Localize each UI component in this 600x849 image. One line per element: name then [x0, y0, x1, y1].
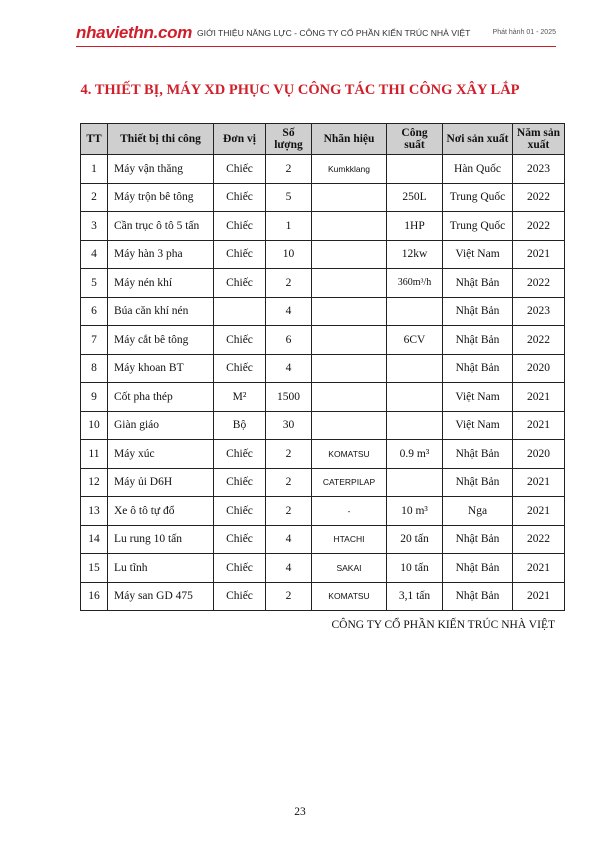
cell-quantity: 2 — [266, 440, 312, 469]
cell-year: 2022 — [513, 183, 565, 212]
cell-brand: SAKAI — [312, 554, 387, 583]
cell-power — [387, 383, 443, 412]
cell-tt: 13 — [81, 497, 108, 526]
header-year: Năm sản xuất — [513, 124, 565, 155]
cell-power — [387, 155, 443, 184]
cell-equipment: Búa căn khí nén — [108, 297, 214, 326]
table-row — [81, 468, 565, 497]
cell-power: 3,1 tấn — [387, 582, 443, 611]
table-row — [81, 183, 565, 212]
cell-quantity: 2 — [266, 497, 312, 526]
cell-origin: Nhật Bản — [443, 440, 513, 469]
cell-equipment: Giàn giáo — [108, 411, 214, 440]
cell-tt: 8 — [81, 354, 108, 383]
cell-equipment: Máy khoan BT — [108, 354, 214, 383]
cell-equipment: Máy xúc — [108, 440, 214, 469]
cell-origin: Nhật Bản — [443, 326, 513, 355]
cell-origin: Nhật Bản — [443, 582, 513, 611]
cell-year: 2020 — [513, 440, 565, 469]
cell-brand — [312, 240, 387, 269]
cell-tt: 3 — [81, 212, 108, 241]
cell-year: 2021 — [513, 240, 565, 269]
cell-brand — [312, 354, 387, 383]
cell-quantity: 10 — [266, 240, 312, 269]
cell-equipment: Lu rung 10 tấn — [108, 525, 214, 554]
cell-origin: Nhật Bản — [443, 525, 513, 554]
table-row — [81, 212, 565, 241]
cell-unit: Chiếc — [214, 155, 266, 184]
cell-origin: Hàn Quốc — [443, 155, 513, 184]
table-header — [81, 124, 565, 155]
cell-unit: Chiếc — [214, 183, 266, 212]
page-header — [76, 22, 556, 47]
cell-equipment: Máy hàn 3 pha — [108, 240, 214, 269]
cell-unit: Chiếc — [214, 497, 266, 526]
cell-origin: Việt Nam — [443, 240, 513, 269]
cell-quantity: 4 — [266, 525, 312, 554]
cell-equipment: Máy vận thăng — [108, 155, 214, 184]
cell-brand: Kumkklang — [312, 155, 387, 184]
cell-year: 2021 — [513, 497, 565, 526]
cell-year: 2023 — [513, 155, 565, 184]
cell-power: 250L — [387, 183, 443, 212]
table-row — [81, 297, 565, 326]
table-row — [81, 440, 565, 469]
cell-quantity: 2 — [266, 468, 312, 497]
cell-brand: - — [312, 497, 387, 526]
cell-brand: KOMATSU — [312, 440, 387, 469]
cell-power: 6CV — [387, 326, 443, 355]
cell-quantity: 6 — [266, 326, 312, 355]
cell-year: 2020 — [513, 354, 565, 383]
header-equipment: Thiết bị thi công — [108, 124, 214, 155]
cell-origin: Trung Quốc — [443, 212, 513, 241]
cell-equipment: Cần trục ô tô 5 tấn — [108, 212, 214, 241]
cell-brand — [312, 183, 387, 212]
section-title: 4. THIẾT BỊ, MÁY XD PHỤC VỤ CÔNG TÁC THI CÔNG XÂY LẮP — [80, 82, 520, 98]
cell-tt: 1 — [81, 155, 108, 184]
cell-quantity: 4 — [266, 354, 312, 383]
cell-unit: Chiếc — [214, 269, 266, 298]
cell-tt: 6 — [81, 297, 108, 326]
header-quantity: Số lượng — [266, 124, 312, 155]
cell-power: 10 tấn — [387, 554, 443, 583]
cell-unit: Chiếc — [214, 354, 266, 383]
cell-unit: Chiếc — [214, 582, 266, 611]
table-row — [81, 554, 565, 583]
cell-equipment: Máy trộn bê tông — [108, 183, 214, 212]
cell-equipment: Máy san GD 475 — [108, 582, 214, 611]
cell-unit: Chiếc — [214, 440, 266, 469]
cell-year: 2021 — [513, 554, 565, 583]
cell-equipment: Máy cắt bê tông — [108, 326, 214, 355]
page-number: 23 — [294, 806, 306, 818]
table-row — [81, 326, 565, 355]
cell-quantity: 30 — [266, 411, 312, 440]
cell-tt: 5 — [81, 269, 108, 298]
cell-year: 2022 — [513, 326, 565, 355]
cell-unit: Chiếc — [214, 240, 266, 269]
cell-tt: 16 — [81, 582, 108, 611]
table-row — [81, 582, 565, 611]
cell-year: 2021 — [513, 383, 565, 412]
table-row — [81, 383, 565, 412]
cell-unit: Chiếc — [214, 212, 266, 241]
cell-power — [387, 297, 443, 326]
cell-equipment: Lu tĩnh — [108, 554, 214, 583]
cell-unit: Chiếc — [214, 468, 266, 497]
company-signature: CÔNG TY CỔ PHẦN KIẾN TRÚC NHÀ VIỆT — [331, 619, 555, 631]
cell-equipment: Máy nén khí — [108, 269, 214, 298]
cell-origin: Nhật Bản — [443, 297, 513, 326]
cell-quantity: 2 — [266, 269, 312, 298]
cell-power — [387, 354, 443, 383]
cell-origin: Nhật Bản — [443, 269, 513, 298]
cell-quantity: 4 — [266, 554, 312, 583]
cell-equipment: Máy ủi D6H — [108, 468, 214, 497]
cell-quantity: 5 — [266, 183, 312, 212]
header-power: Công suất — [387, 124, 443, 155]
cell-origin: Nhật Bản — [443, 468, 513, 497]
cell-origin: Việt Nam — [443, 383, 513, 412]
cell-power: 360m³/h — [387, 269, 443, 298]
cell-year: 2022 — [513, 525, 565, 554]
cell-equipment: Cốt pha thép — [108, 383, 214, 412]
header-origin: Nơi sản xuất — [443, 124, 513, 155]
cell-power: 20 tấn — [387, 525, 443, 554]
cell-origin: Trung Quốc — [443, 183, 513, 212]
cell-year: 2021 — [513, 468, 565, 497]
cell-year: 2023 — [513, 297, 565, 326]
header-unit: Đơn vị — [214, 124, 266, 155]
cell-brand — [312, 383, 387, 412]
cell-tt: 10 — [81, 411, 108, 440]
cell-year: 2021 — [513, 582, 565, 611]
cell-tt: 11 — [81, 440, 108, 469]
header-brand: Nhãn hiệu — [312, 124, 387, 155]
table-body — [81, 155, 565, 611]
cell-power: 12kw — [387, 240, 443, 269]
cell-tt: 14 — [81, 525, 108, 554]
issue-label: Phát hành 01 - 2025 — [492, 29, 556, 36]
table-row — [81, 354, 565, 383]
cell-unit: Bộ — [214, 411, 266, 440]
cell-year: 2022 — [513, 269, 565, 298]
cell-year: 2021 — [513, 411, 565, 440]
header-title: GIỚI THIỆU NĂNG LỰC - CÔNG TY CỔ PHẦN KIẾN TRÚC NHÀ VIỆT — [197, 28, 471, 38]
cell-tt: 12 — [81, 468, 108, 497]
cell-brand: HTACHI — [312, 525, 387, 554]
cell-quantity: 4 — [266, 297, 312, 326]
cell-unit: Chiếc — [214, 326, 266, 355]
cell-quantity: 1500 — [266, 383, 312, 412]
cell-quantity: 2 — [266, 582, 312, 611]
header-tt: TT — [81, 124, 108, 155]
site-logo: nhaviethn.com — [76, 23, 193, 42]
cell-tt: 2 — [81, 183, 108, 212]
cell-unit: M² — [214, 383, 266, 412]
cell-brand — [312, 326, 387, 355]
cell-brand — [312, 269, 387, 298]
table-row — [81, 269, 565, 298]
cell-tt: 7 — [81, 326, 108, 355]
cell-brand — [312, 212, 387, 241]
cell-power: 0.9 m³ — [387, 440, 443, 469]
cell-tt: 9 — [81, 383, 108, 412]
cell-brand: CATERPILAP — [312, 468, 387, 497]
cell-equipment: Xe ô tô tự đổ — [108, 497, 214, 526]
cell-power — [387, 468, 443, 497]
table-row — [81, 497, 565, 526]
cell-unit: Chiếc — [214, 554, 266, 583]
cell-unit: Chiếc — [214, 525, 266, 554]
cell-power — [387, 411, 443, 440]
table-row — [81, 240, 565, 269]
cell-quantity: 2 — [266, 155, 312, 184]
cell-power: 10 m³ — [387, 497, 443, 526]
cell-origin: Việt Nam — [443, 411, 513, 440]
table-row — [81, 411, 565, 440]
cell-power: 1HP — [387, 212, 443, 241]
cell-tt: 4 — [81, 240, 108, 269]
equipment-table — [80, 123, 565, 611]
table-row — [81, 525, 565, 554]
cell-tt: 15 — [81, 554, 108, 583]
cell-origin: Nhật Bản — [443, 354, 513, 383]
cell-quantity: 1 — [266, 212, 312, 241]
cell-origin: Nga — [443, 497, 513, 526]
cell-year: 2022 — [513, 212, 565, 241]
cell-brand — [312, 411, 387, 440]
cell-origin: Nhật Bản — [443, 554, 513, 583]
table-header-row — [81, 124, 565, 155]
cell-brand — [312, 297, 387, 326]
cell-brand: KOMATSU — [312, 582, 387, 611]
table-row — [81, 155, 565, 184]
cell-unit — [214, 297, 266, 326]
